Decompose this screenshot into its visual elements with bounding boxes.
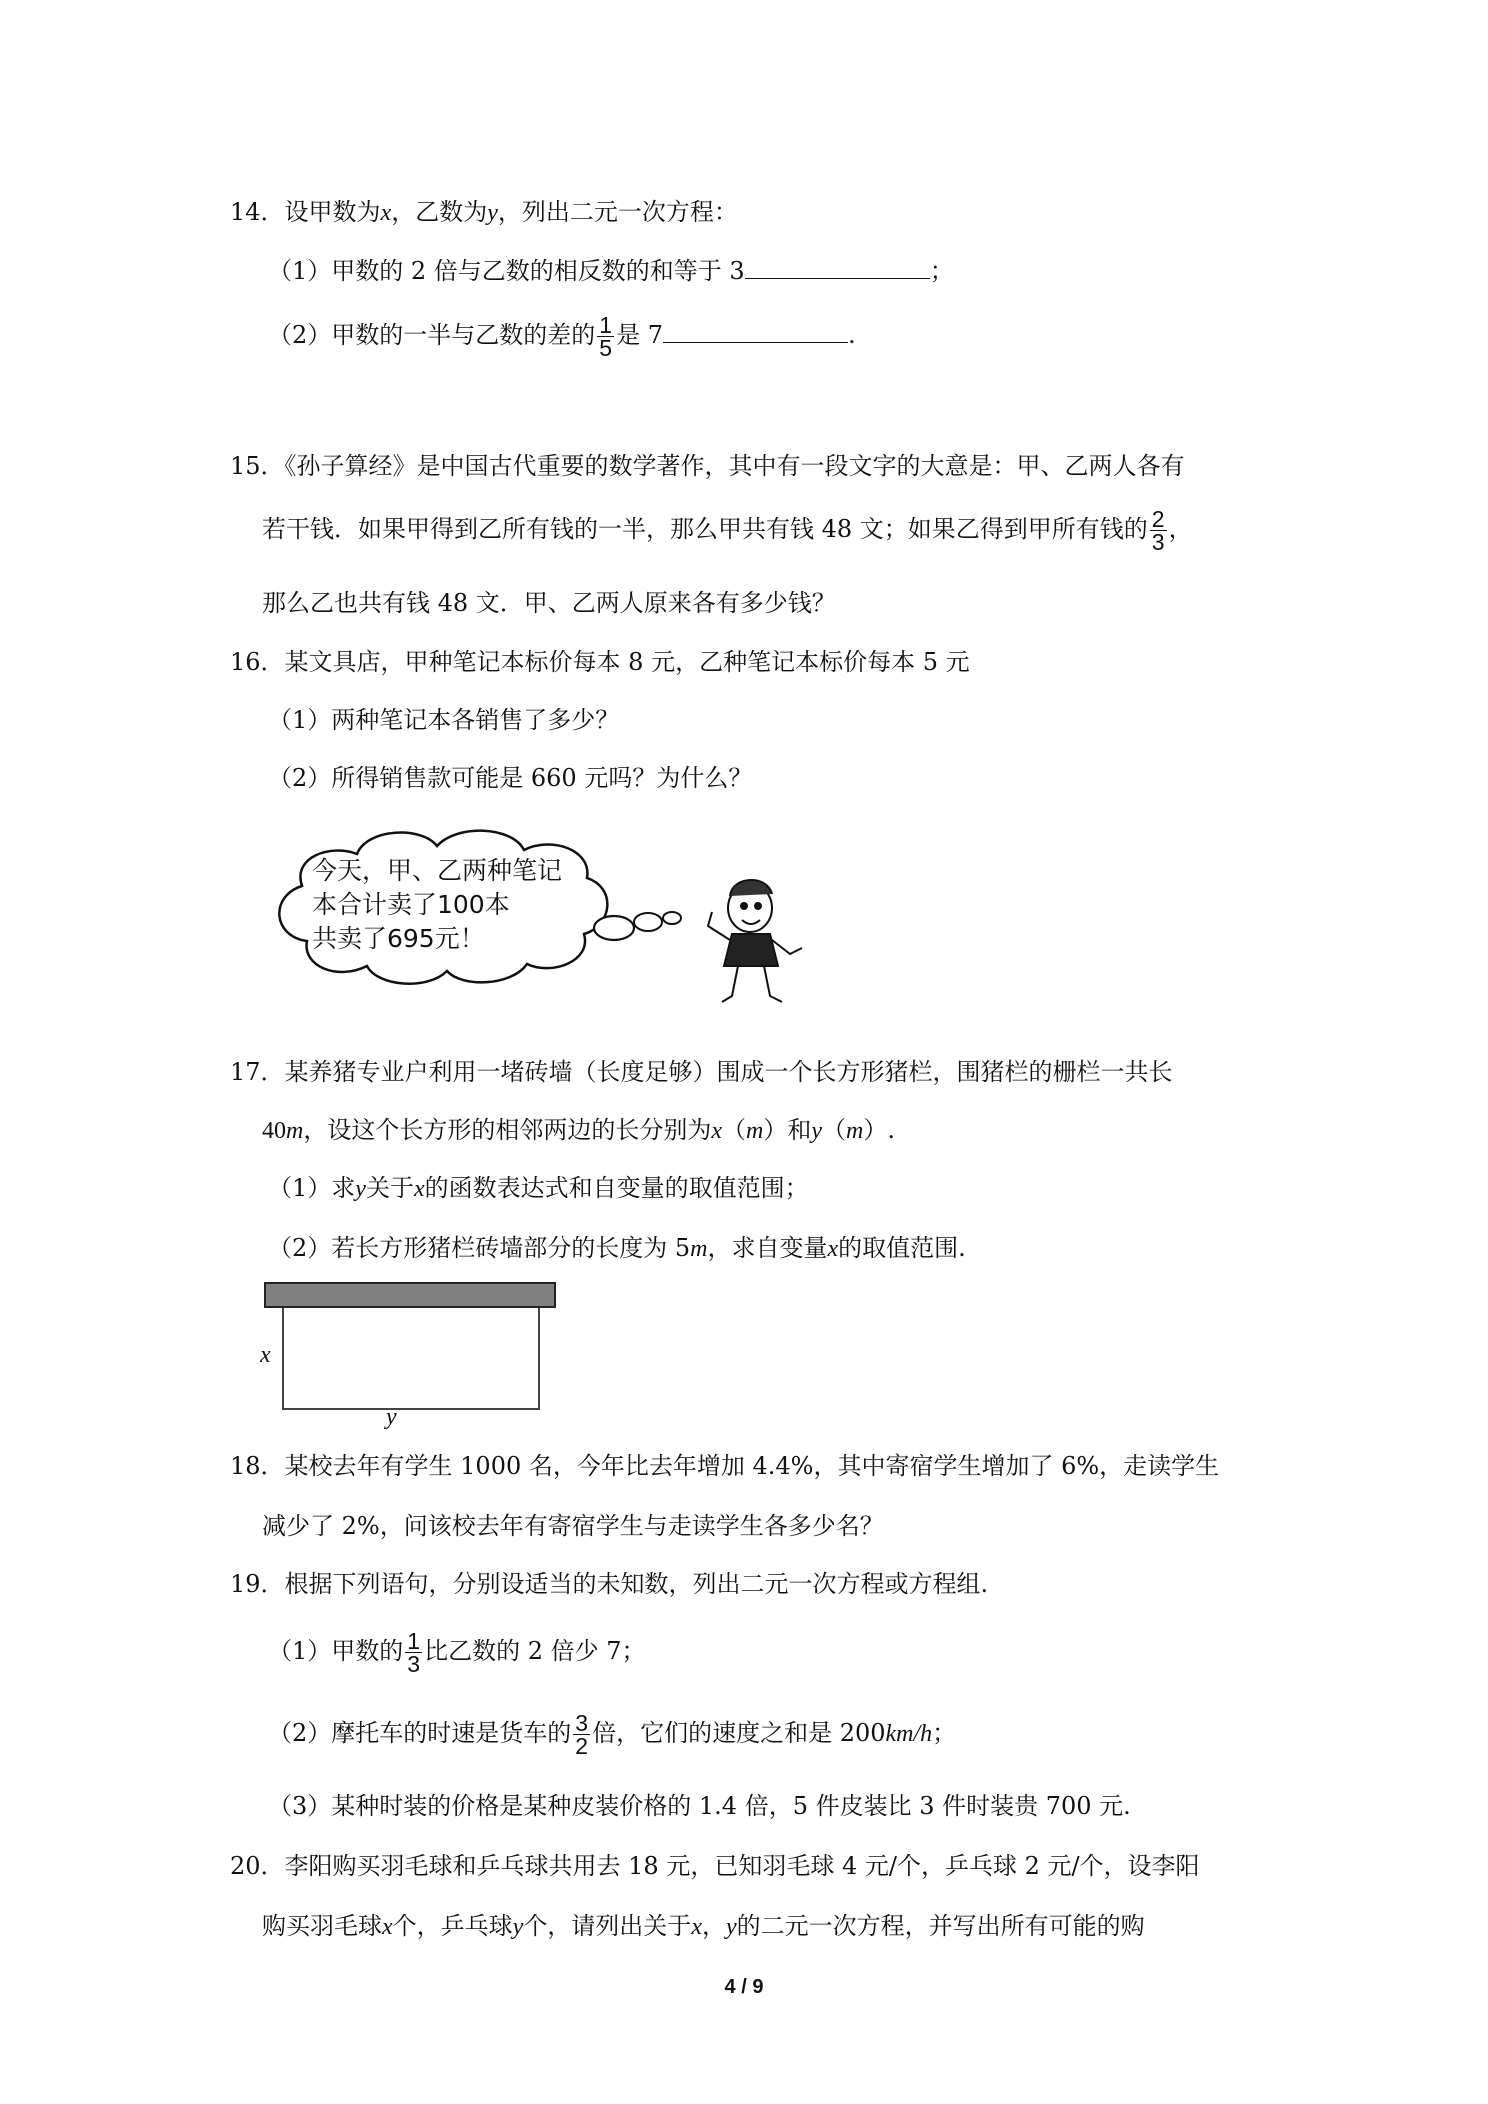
fraction: $\frac{2}{3}$ bbox=[1151, 506, 1165, 555]
answer-blank[interactable] bbox=[745, 254, 930, 279]
q19-part2: （2）摩托车的时速是货车的 $\frac{3}{2}$ 倍，它们的速度之和是 200km/h； bbox=[268, 1710, 957, 1759]
q17-line1: 17．某养猪专业户利用一堵砖墙（长度足够）围成一个长方形猪栏，围猪栏的栅栏一共长 bbox=[230, 1058, 1173, 1086]
q19-part3: （3）某种时装的价格是某种皮装价格的 1.4 倍，5 件皮装比 3 件时装贵 700 元. bbox=[268, 1792, 1131, 1820]
q17-line2: 40m，设这个长方形的相邻两边的长分别为x（m）和y（m）. bbox=[262, 1116, 895, 1144]
cartoon-character-icon bbox=[708, 880, 802, 1002]
q18-line1: 18．某校去年有学生 1000 名，今年比去年增加 4.4%，其中寄宿学生增加了 6%，走读学生 bbox=[230, 1452, 1220, 1480]
q16-part1: （1）两种笔记本各销售了多少？ bbox=[268, 706, 620, 734]
q17-part1: （1）求y关于x的函数表达式和自变量的取值范围； bbox=[268, 1174, 809, 1202]
page-number: 4 / 9 bbox=[724, 1976, 764, 1998]
label-y: y bbox=[386, 1404, 397, 1430]
answer-blank[interactable] bbox=[663, 318, 848, 343]
q16-part2: （2）所得销售款可能是 660 元吗？为什么？ bbox=[268, 764, 753, 792]
fence-rectangle bbox=[282, 1308, 540, 1410]
label-x: x bbox=[260, 1342, 271, 1368]
q16-stem: 16．某文具店，甲种笔记本标价每本 8 元，乙种笔记本标价每本 5 元 bbox=[230, 648, 970, 676]
fraction: $\frac{1}{3}$ bbox=[407, 1628, 421, 1677]
q15-line1: 15．《孙子算经》是中国古代重要的数学著作，其中有一段文字的大意是：甲、乙两人各有 bbox=[230, 452, 1185, 480]
q15-line3: 那么乙也共有钱 48 文．甲、乙两人原来各有多少钱？ bbox=[262, 589, 836, 617]
q20-line2: 购买羽毛球x个，乒乓球y个，请列出关于x，y的二元一次方程，并写出所有可能的购 bbox=[262, 1912, 1145, 1940]
fraction: $\frac{1}{5}$ bbox=[599, 312, 613, 361]
q19-stem: 19．根据下列语句，分别设适当的未知数，列出二元一次方程或方程组. bbox=[230, 1570, 989, 1598]
q18-line2: 减少了 2%，问该校去年有寄宿学生与走读学生各多少名？ bbox=[262, 1512, 884, 1540]
q14-stem: 14．设甲数为x，乙数为y，列出二元一次方程： bbox=[230, 198, 738, 226]
q14-part1: （1）甲数的 2 倍与乙数的相反数的和等于 3 ； bbox=[268, 254, 954, 287]
fraction: $\frac{3}{2}$ bbox=[575, 1710, 589, 1759]
brick-wall bbox=[264, 1282, 556, 1308]
bubble-text: 今天，甲、乙两种笔记 本合计卖了100本 共卖了695元！ bbox=[312, 856, 563, 953]
q20-line1: 20．李阳购买羽毛球和乒乓球共用去 18 元，已知羽毛球 4 元/个，乒乓球 2 元/个，设李阳 bbox=[230, 1852, 1200, 1880]
q15-line2: 若干钱．如果甲得到乙所有钱的一半，那么甲共有钱 48 文；如果乙得到甲所有钱的 $\frac{2}{3}$ ， bbox=[262, 506, 1193, 555]
q19-part1: （1）甲数的 $\frac{1}{3}$ 比乙数的 2 倍少 7； bbox=[268, 1628, 646, 1677]
pen-diagram bbox=[258, 1282, 568, 1432]
q16-illustration bbox=[262, 816, 842, 1012]
q17-part2: （2）若长方形猪栏砖墙部分的长度为 5m，求自变量x的取值范围. bbox=[268, 1234, 966, 1262]
q14-part2: （2）甲数的一半与乙数的差的 $\frac{1}{5}$ 是 7 . bbox=[268, 312, 856, 361]
